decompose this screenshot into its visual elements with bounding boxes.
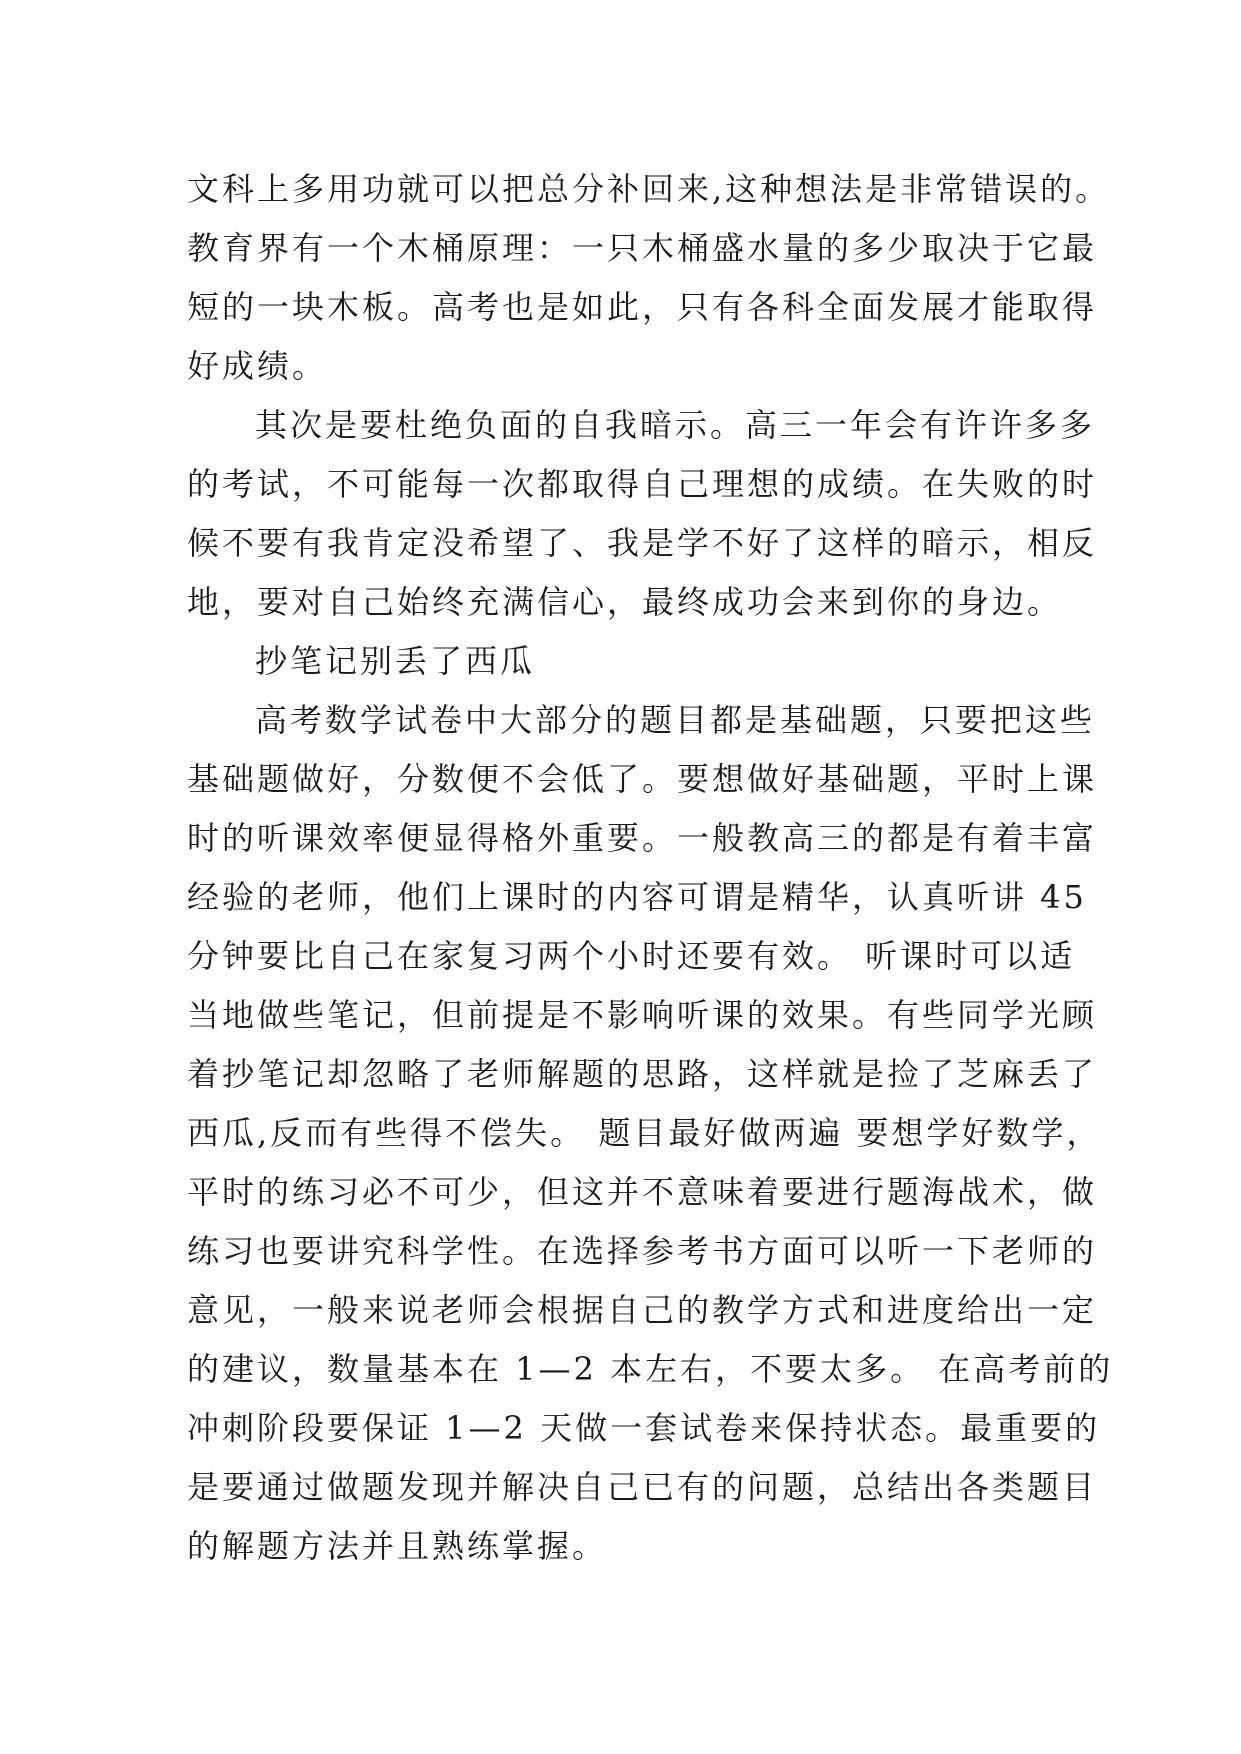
- text-line: 文科上多用功就可以把总分补回来,这种想法是非常错误的。: [187, 170, 1111, 208]
- text-line: 经验的老师，他们上课时的内容可谓是精华，认真听讲 45: [187, 878, 1087, 916]
- text-line: 分钟要比自己在家复习两个小时还要有效。 听课时可以适: [187, 937, 1076, 975]
- section-heading: 抄笔记别丢了西瓜: [255, 642, 536, 680]
- text-line: 基础题做好，分数便不会低了。要想做好基础题，平时上课: [187, 760, 1098, 798]
- text-line: 的建议，数量基本在 1—2 本左右，不要太多。 在高考前的: [187, 1350, 1114, 1388]
- document-body: [187, 160, 1114, 1576]
- text-line: 高考数学试卷中大部分的题目都是基础题，只要把这些: [255, 701, 1096, 739]
- text-line: 的考试，不可能每一次都取得自己理想的成绩。在失败的时: [187, 465, 1098, 503]
- text-line: 冲刺阶段要保证 1—2 天做一套试卷来保持状态。最重要的: [187, 1409, 1101, 1447]
- text-line: 时的听课效率便显得格外重要。一般教高三的都是有着丰富: [187, 819, 1098, 857]
- text-line: 着抄笔记却忽略了老师解题的思路，这样就是捡了芝麻丢了: [187, 1055, 1098, 1093]
- text-line: 意见，一般来说老师会根据自己的教学方式和进度给出一定: [187, 1291, 1098, 1329]
- text-line: 短的一块木板。高考也是如此，只有各科全面发展才能取得: [187, 288, 1098, 326]
- text-line: 当地做些笔记，但前提是不影响听课的效果。有些同学光顾: [187, 996, 1098, 1034]
- text-line: 地，要对自己始终充满信心，最终成功会来到你的身边。: [187, 583, 1063, 621]
- text-line: 候不要有我肯定没希望了、我是学不好了这样的暗示，相反: [187, 524, 1098, 562]
- text-line: 是要通过做题发现并解决自己已有的问题，总结出各类题目: [187, 1468, 1098, 1506]
- text-line: 其次是要杜绝负面的自我暗示。高三一年会有许许多多: [255, 406, 1096, 444]
- text-line: 平时的练习必不可少，但这并不意味着要进行题海战术，做: [187, 1173, 1098, 1211]
- text-line: 西瓜,反而有些得不偿失。 题目最好做两遍 要想学好数学，: [187, 1114, 1102, 1152]
- text-line: 的解题方法并且熟练掌握。: [187, 1527, 608, 1565]
- text-line: 练习也要讲究科学性。在选择参考书方面可以听一下老师的: [187, 1232, 1098, 1270]
- text-line: 教育界有一个木桶原理：一只木桶盛水量的多少取决于它最: [187, 229, 1098, 267]
- text-line: 好成绩。: [187, 347, 328, 385]
